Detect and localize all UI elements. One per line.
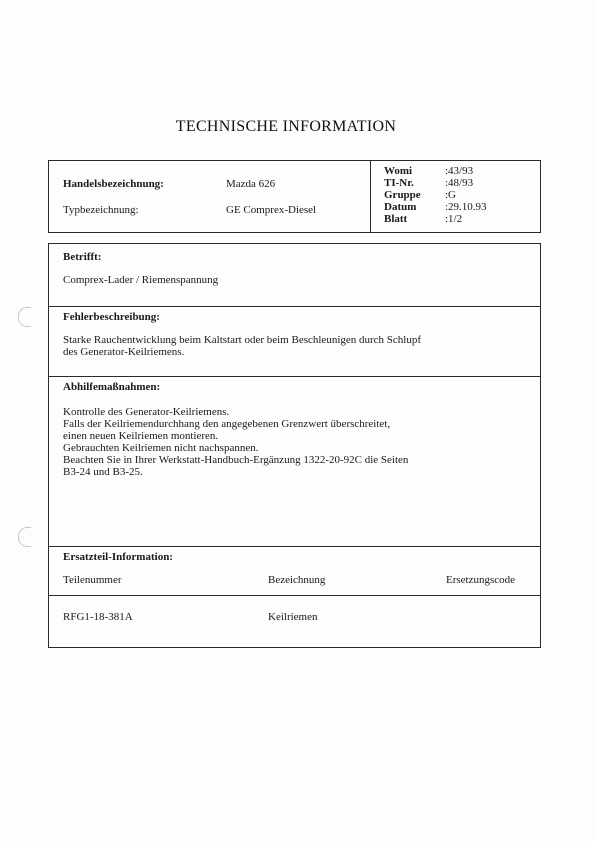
betrifft-label: Betrifft: xyxy=(63,251,102,263)
meta-label-ti-nr: TI-Nr. xyxy=(384,177,414,189)
typbezeichnung-value: GE Comprex-Diesel xyxy=(226,204,317,216)
ersatzteil-label: Ersatzteil-Information: xyxy=(63,551,173,563)
document-title: TECHNISCHE INFORMATION xyxy=(175,118,397,135)
abhilfemassnahmen-line: Gebrauchten Keilriemen nicht nachspannen. xyxy=(63,442,259,454)
punch-hole-mark xyxy=(18,307,31,327)
meta-value-datum: :29.10.93 xyxy=(445,201,487,213)
meta-label-datum: Datum xyxy=(384,201,417,213)
abhilfemassnahmen-line: einen neuen Keilriemen montieren. xyxy=(63,430,219,442)
typbezeichnung-label: Typbezeichnung: xyxy=(63,204,139,216)
section-divider xyxy=(48,306,541,307)
betrifft-text: Comprex-Lader / Riemenspannung xyxy=(63,274,219,286)
handelsbezeichnung-label: Handelsbezeichnung: xyxy=(63,178,164,190)
fehlerbeschreibung-label: Fehlerbeschreibung: xyxy=(63,311,160,323)
meta-label-gruppe: Gruppe xyxy=(384,189,421,201)
abhilfemassnahmen-line: B3-24 und B3-25. xyxy=(63,466,143,478)
column-header-ersetzungscode: Ersetzungscode xyxy=(446,574,516,586)
abhilfemassnahmen-line: Beachten Sie in Ihrer Werkstatt-Handbuch-Ergänzung 1322-20-92C die Seiten xyxy=(63,454,409,466)
meta-label-womi: Womi xyxy=(384,165,413,177)
meta-value-gruppe: :G xyxy=(445,189,456,201)
meta-label-blatt: Blatt xyxy=(384,213,408,225)
meta-value-ti-nr: :48/93 xyxy=(445,177,474,189)
header-divider xyxy=(370,160,371,233)
abhilfemassnahmen-line: Falls der Keilriemendurchhang den angegebenen Grenzwert überschreitet, xyxy=(63,418,391,430)
section-divider xyxy=(48,595,541,596)
fehlerbeschreibung-line: Starke Rauchentwicklung beim Kaltstart oder beim Beschleunigen durch Schlupf xyxy=(63,334,422,346)
column-header-teilenummer: Teilenummer xyxy=(63,574,122,586)
meta-value-womi: :43/93 xyxy=(445,165,474,177)
fehlerbeschreibung-line: des Generator-Keilriemens. xyxy=(63,346,185,358)
cell-bezeichnung: Keilriemen xyxy=(268,611,318,623)
handelsbezeichnung-value: Mazda 626 xyxy=(226,178,276,190)
abhilfemassnahmen-line: Kontrolle des Generator-Keilriemens. xyxy=(63,406,230,418)
column-header-bezeichnung: Bezeichnung xyxy=(268,574,326,586)
section-divider xyxy=(48,376,541,377)
punch-hole-mark xyxy=(18,527,31,547)
cell-teilenummer: RFG1-18-381A xyxy=(63,611,133,623)
abhilfemassnahmen-label: Abhilfemaßnahmen: xyxy=(63,381,161,393)
section-divider xyxy=(48,546,541,547)
meta-value-blatt: :1/2 xyxy=(445,213,463,225)
